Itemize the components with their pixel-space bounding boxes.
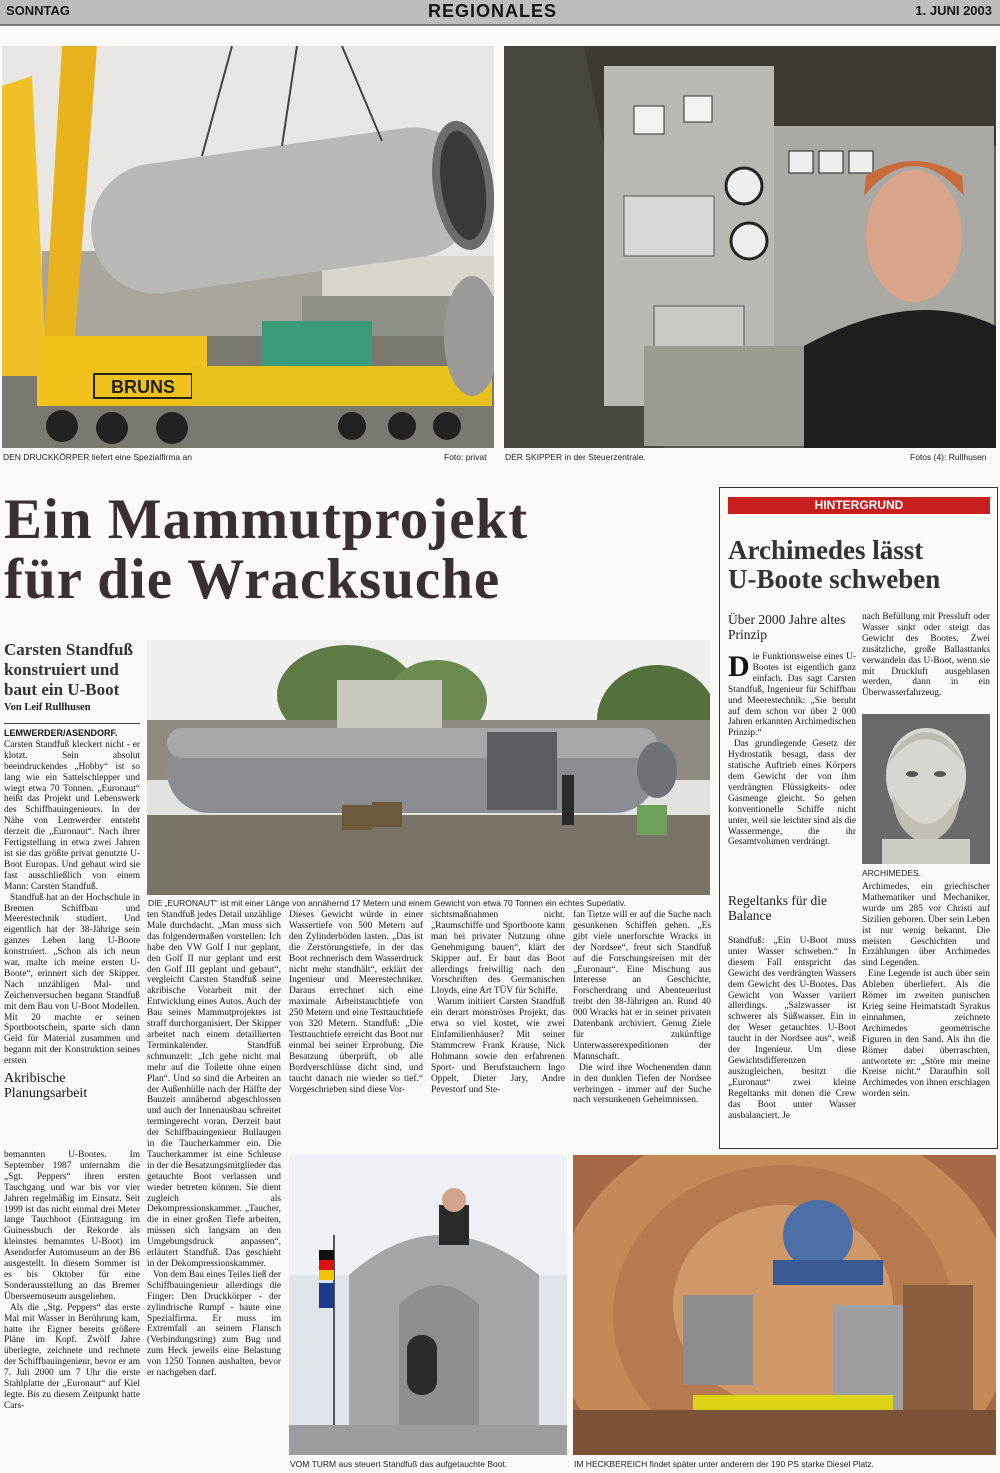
article-column-5 [573, 910, 711, 1150]
box-headline-line-1: Archimedes lässt [728, 535, 924, 565]
paragraph: Standfuß hat an der Hochschule in Bremen Schiffbau und Meerestechnik studiert. Und eigentlich hat der 38-Jährige sein ganzes Leben lang U-Boote konstruiert. „Schon als ich neun war, malte ich meine ersten U-Boote“, erinnert sich der Skipper. Nach unzähligen Mal- und Zeichenversuchen begann Standfuß mit dem Bau von U-Boot Modellen. Mit 20 machte er seinen Sportbootschein, sparte sich dann Geld für Material zusammen und begann mit der Konstruktion seines ersten [4, 892, 140, 1067]
box-headline [728, 536, 990, 594]
paragraph: sichtsmaßnahmen nicht. „Raumschiffe und Sportboote kann man bei privater Nutzung ohne Genehmigung bauen“, klärt der Skipper auf. Er baut das Boot allerdings freiwillig nach den Vorschriften des Germanischen Lloyds, eine Art TÜV für Schiffe. [431, 910, 565, 997]
crane-caption: DEN DRUCKKÖRPER liefert eine Spezialfirma an [3, 452, 192, 462]
crosshead: Akribische Planungsarbeit [4, 1071, 88, 1102]
paragraph: nach Befüllung mit Pressluft oder Wasser sinkt oder steigt das Gewicht des Bootes. Zwei zusätzliche, große Ballasttanks verwandeln das U-Boot, wenn sie mit Druckluft ausgeblasen werden, dann in ein Überwasserfahrzeug. [862, 612, 990, 699]
paragraph: ten Standfuß jedes Detail unzählige Male durchdacht. „Man muss sich das folgendermaßen vorstellen: Ich habe den VW Golf I nur geplant, den Golf II nur geplant und erst den Golf III geplant und gebaut“, vergleicht Carsten Standfuß seine akribische Vorarbeit mit der Entwicklung eines Autos. Auch der Bau seines Mammutprojektes ist straff durchorganisiert. Der Skipper arbeitet nach einem detaillierten Terminkalender. Standfuß schmunzelt: „Ich gehe nicht mal mehr auf die Toilette ohne einen Plan“. Und so sind die Arbeiten an der Außenhülle nach der Hälfte der Bauzeit annähernd abgeschlossen und auch der Innenausbau schreitet termingerecht voran. Derzeit baut der Schiffbauingenieur Bullaugen in die Taucherkammer ein. Die Taucherkammer ist eine Schleuse in der die Besatzungsmitglieder das getauchte Boot verlassen und wieder betreten können. Sie dient zugleich als Dekompressionskammer. „Taucher, die in einer großen Tiefe arbeiten, müssen sich langsam an den Umgebungsdruck anpassen“, erläutert Standfuß. Das geschieht in der Dekompressionskammer. [147, 910, 281, 1269]
byline-rule [4, 723, 140, 724]
euronaut-photo [147, 640, 710, 895]
paragraph: bemannten U-Bootes. Im September 1987 unternahm die „Sgt. Peppers“ ihren ersten Tauchgang und war bis vor vier Jahren regelmäßig im Einsatz. Seit 1999 ist das nicht einmal drei Meter lange Tauchboot (Eintragung im Guinessbuch der Rekorde als kleinstes bemanntes U-Boot) im Asendorfer Automuseum an der B6 ausgestellt. In diesem Sommer ist es bis Oktober für eine Sonderausstellung an das Bremer Überseemuseum ausgeliehen. [4, 1150, 140, 1302]
archimedes-bust-photo [862, 714, 990, 864]
issue-date: 1. JUNI 2003 [915, 3, 992, 18]
box-column-1b [728, 936, 856, 1142]
paragraph: Carsten Standfuß kleckert nicht - er klotzt. Sein absolut beeindruckendes „Hobby“ ist so lang wie ein Sattelschlepper und wiegt etwa 70 Tonnen. „Euronaut“ heißt das Projekt und Lebenswerk des Schiffbauingenieurs. In der Nähe von Lemwerder entsteht derzeit die „Euronaut“. Nach ihrer Fertigstellung in etwa zwei Jahren ist sie das größte privat genutzte U-Boot Europas. Und gebaut wird sie fast ausschließlich von einem Mann: Carsten Standfuß. [4, 739, 140, 892]
paragraph: Das grundlegende Gesetz der Hydrostatik besagt, dass der statische Auftrieb eines Körpers dem Gewicht der von ihm verdrängten Flüssigkeits- oder Gasmenge gleicht. So gehen konventionelle Schiffe nicht unter, weil sie leichter sind als die Wassermenge, die ihr Gesamtvolumen verdrängt. [728, 739, 856, 848]
dateline: LEMWERDER/ASENDORF. [4, 728, 118, 738]
subhead: Carsten Standfuß konstruiert und baut ein U-Boot [4, 640, 133, 699]
skipper-credit: Fotos (4): Rullhusen [910, 452, 987, 462]
paragraph: Warum initiiert Carsten Standfuß ein derart monströses Projekt, das etwa so viel kostet, wie zwei Einfamilienhäuser? Mit seiner Stammcrew Frank Krause, Nick Hohmann sowie den erfahrenen Sport- und Berufstauchern Ingo Oppelt, Dieter Jary, Andre Pevestorf und Ste- [431, 997, 565, 1095]
paragraph: ie Funktionsweise eines U-Bootes ist eigentlich ganz einfach. Das sagt Carsten Standfuß, Ingenieur für Schiffbau und Meerestechnik: „Sie beruht auf dem schon vor über 2 000 Jahren erkannten Archimedischen Prinzip.“ [728, 652, 856, 739]
truck-label: BRUNS [110, 377, 176, 397]
article-column-1b [4, 1150, 140, 1472]
box-subhead-2: Regeltanks für die Balance [728, 893, 827, 923]
skipper-caption: DER SKIPPER in der Steuerzentrale. [505, 452, 646, 462]
article-column-1 [4, 728, 140, 1146]
paragraph: Standfuß: „Ein U-Boot muss unter Wasser schweben.“ In diesem Fall entspricht das Gewicht des verdrängten Wassers dem Gewicht des U-Bootes. Das Gewicht von Wasser variiert allerdings. „Salzwasser ist schwerer als Süßwasser. Ein in der Weser getauchtes U-Boot taucht in der Nordsee aus“, weiß der Ingenieur. Um diese Gewichtsdifferenzen auszugleichen, besitzt die „Euronaut“ zwei kleine Regeltanks mit denen die Crew das Boot unter Wasser ausbalanciert. Je [728, 936, 856, 1121]
section-title: REGIONALES [428, 1, 558, 21]
box-column-1 [728, 652, 856, 886]
skipper-photo [504, 46, 996, 448]
drop-cap: D [728, 652, 750, 683]
box-column-2b [862, 882, 990, 1142]
headline [4, 490, 704, 610]
paragraph: Dieses Gewicht würde in einer Wassertiefe von 500 Metern auf den Zylinderböden lasten. „Das ist die Zerstörungstiefe, in der das Boot rechnerisch dem Wasserdruck nicht mehr standhält“, erklärt der Ingenieur und Meerestechniker. Daraus errechnet sich eine maximale Arbeitstauchtiefe von 250 Metern und eine Testtauchtiefe von 320 Metern. Standfuß: „Die Testtauchtiefe erreicht das Boot nur einmal bei seiner Erprobung. Die Besatzung überprüft, ob alle Bordverschlüsse dicht sind, und taucht danach nie wieder so tief.“ Vorgeschrieben sind diese Vor- [289, 910, 423, 1095]
headline-line-2: für die Wracksuche [4, 548, 501, 611]
paragraph: Eine Legende ist auch über sein Ableben überliefert. Als die Römer im zweiten punischen Krieg seine Heimatstadt Syrakus einnahmen, zeichnete Archimedes geometrische Figuren in den Sand. Als ihn die Römer dabei überraschten, antwortete er: „Störe mir meine Kreise nicht.“ Daraufhin soll Archimedes von ihnen erschlagen worden sein. [862, 969, 990, 1100]
stern-photo [573, 1155, 996, 1455]
paragraph: Als die „Stg. Peppers“ das erste Mal mit Wasser in Berührung kam, hatte ihr Eigner bereits größere Pläne im Kopf. Zwölf Jahre überlegte, zeichnete und rechnete der Schiffbauingenieur, bevor er am 7. Juli 2000 um 7 Uhr die erste Stahlplatte der „Euronaut“ auf Kiel legte. Bis zu diesem Zeitpunkt hatte Cars- [4, 1302, 140, 1411]
paragraph: fan Tietze will er auf die Suche nach gesunkenen Schiffen gehen. „Es gibt viele unerforschte Wracks in der Nordsee“, freut sich Standfuß auf die Forschungsreisen mit der „Euronaut“. Eine Mischung aus Interesse an Geschichte, Forscherdrang und Abenteuerlust treibt den 38-Jährigen an. Rund 40 000 Wracks hat er in seiner privaten Datenbank archiviert. Genug Ziele für zukünftige Unterwasserexpeditionen der Mannschaft. [573, 910, 711, 1062]
box-column-2 [862, 612, 990, 712]
crane-credit: Foto: privat [444, 452, 487, 462]
paragraph: Von dem Bau eines Teiles ließ der Schiffbauingenieur allerdings die Finger: Den Druckkörper - der zylindrische Rumpf - baute eine Spezialfirma. Er muss im Extremfall an seinem Flansch (Verbindungsring) zum Bug und zum Heck jeweils eine Belastung von 1250 Tonnen aushalten, bevor er nachgeben darf. [147, 1269, 281, 1379]
article-column-4 [431, 910, 565, 1150]
paragraph: Die wird ihre Wochenenden dann in den dunklen Tiefen der Nordsee verbringen - immer auf der Suche nach versunkenen Geheimnissen. [573, 1062, 711, 1106]
article-column-2 [147, 910, 281, 1472]
archimedes-caption: ARCHIMEDES. [862, 868, 922, 878]
article-column-3 [289, 910, 423, 1150]
page-header [0, 0, 1000, 26]
byline: Von Leif Rullhusen [4, 702, 91, 713]
tower-photo [289, 1155, 567, 1455]
euronaut-caption: DIE „EURONAUT“ ist mit einer Länge von annähernd 17 Metern und einem Gewicht von etwa 70 Tonnen ein echtes Superlativ. [148, 898, 626, 908]
paragraph: Archimedes, ein griechischer Mathematiker und Mechaniker, wurde um 285 vor Christi auf Sizilien geboren. Über sein Leben ist nur wenig bekannt. Die meisten Geschichten und Erzählungen über Archimedes sind Legenden. [862, 882, 990, 969]
box-headline-line-2: U-Boote schweben [728, 564, 941, 594]
box-subhead-1: Über 2000 Jahre altes Prinzip [728, 612, 846, 642]
weekday: SONNTAG [6, 3, 71, 18]
tower-caption: VOM TURM aus steuert Standfuß das aufgetauchte Boot. [290, 1459, 508, 1469]
headline-line-1: Ein Mammutprojekt [4, 488, 529, 551]
stern-caption: IM HECKBEREICH findet später unter anderem der 190 PS starke Diesel Platz. [574, 1459, 875, 1469]
crane-photo [2, 46, 494, 448]
box-kicker: HINTERGRUND [728, 497, 990, 514]
